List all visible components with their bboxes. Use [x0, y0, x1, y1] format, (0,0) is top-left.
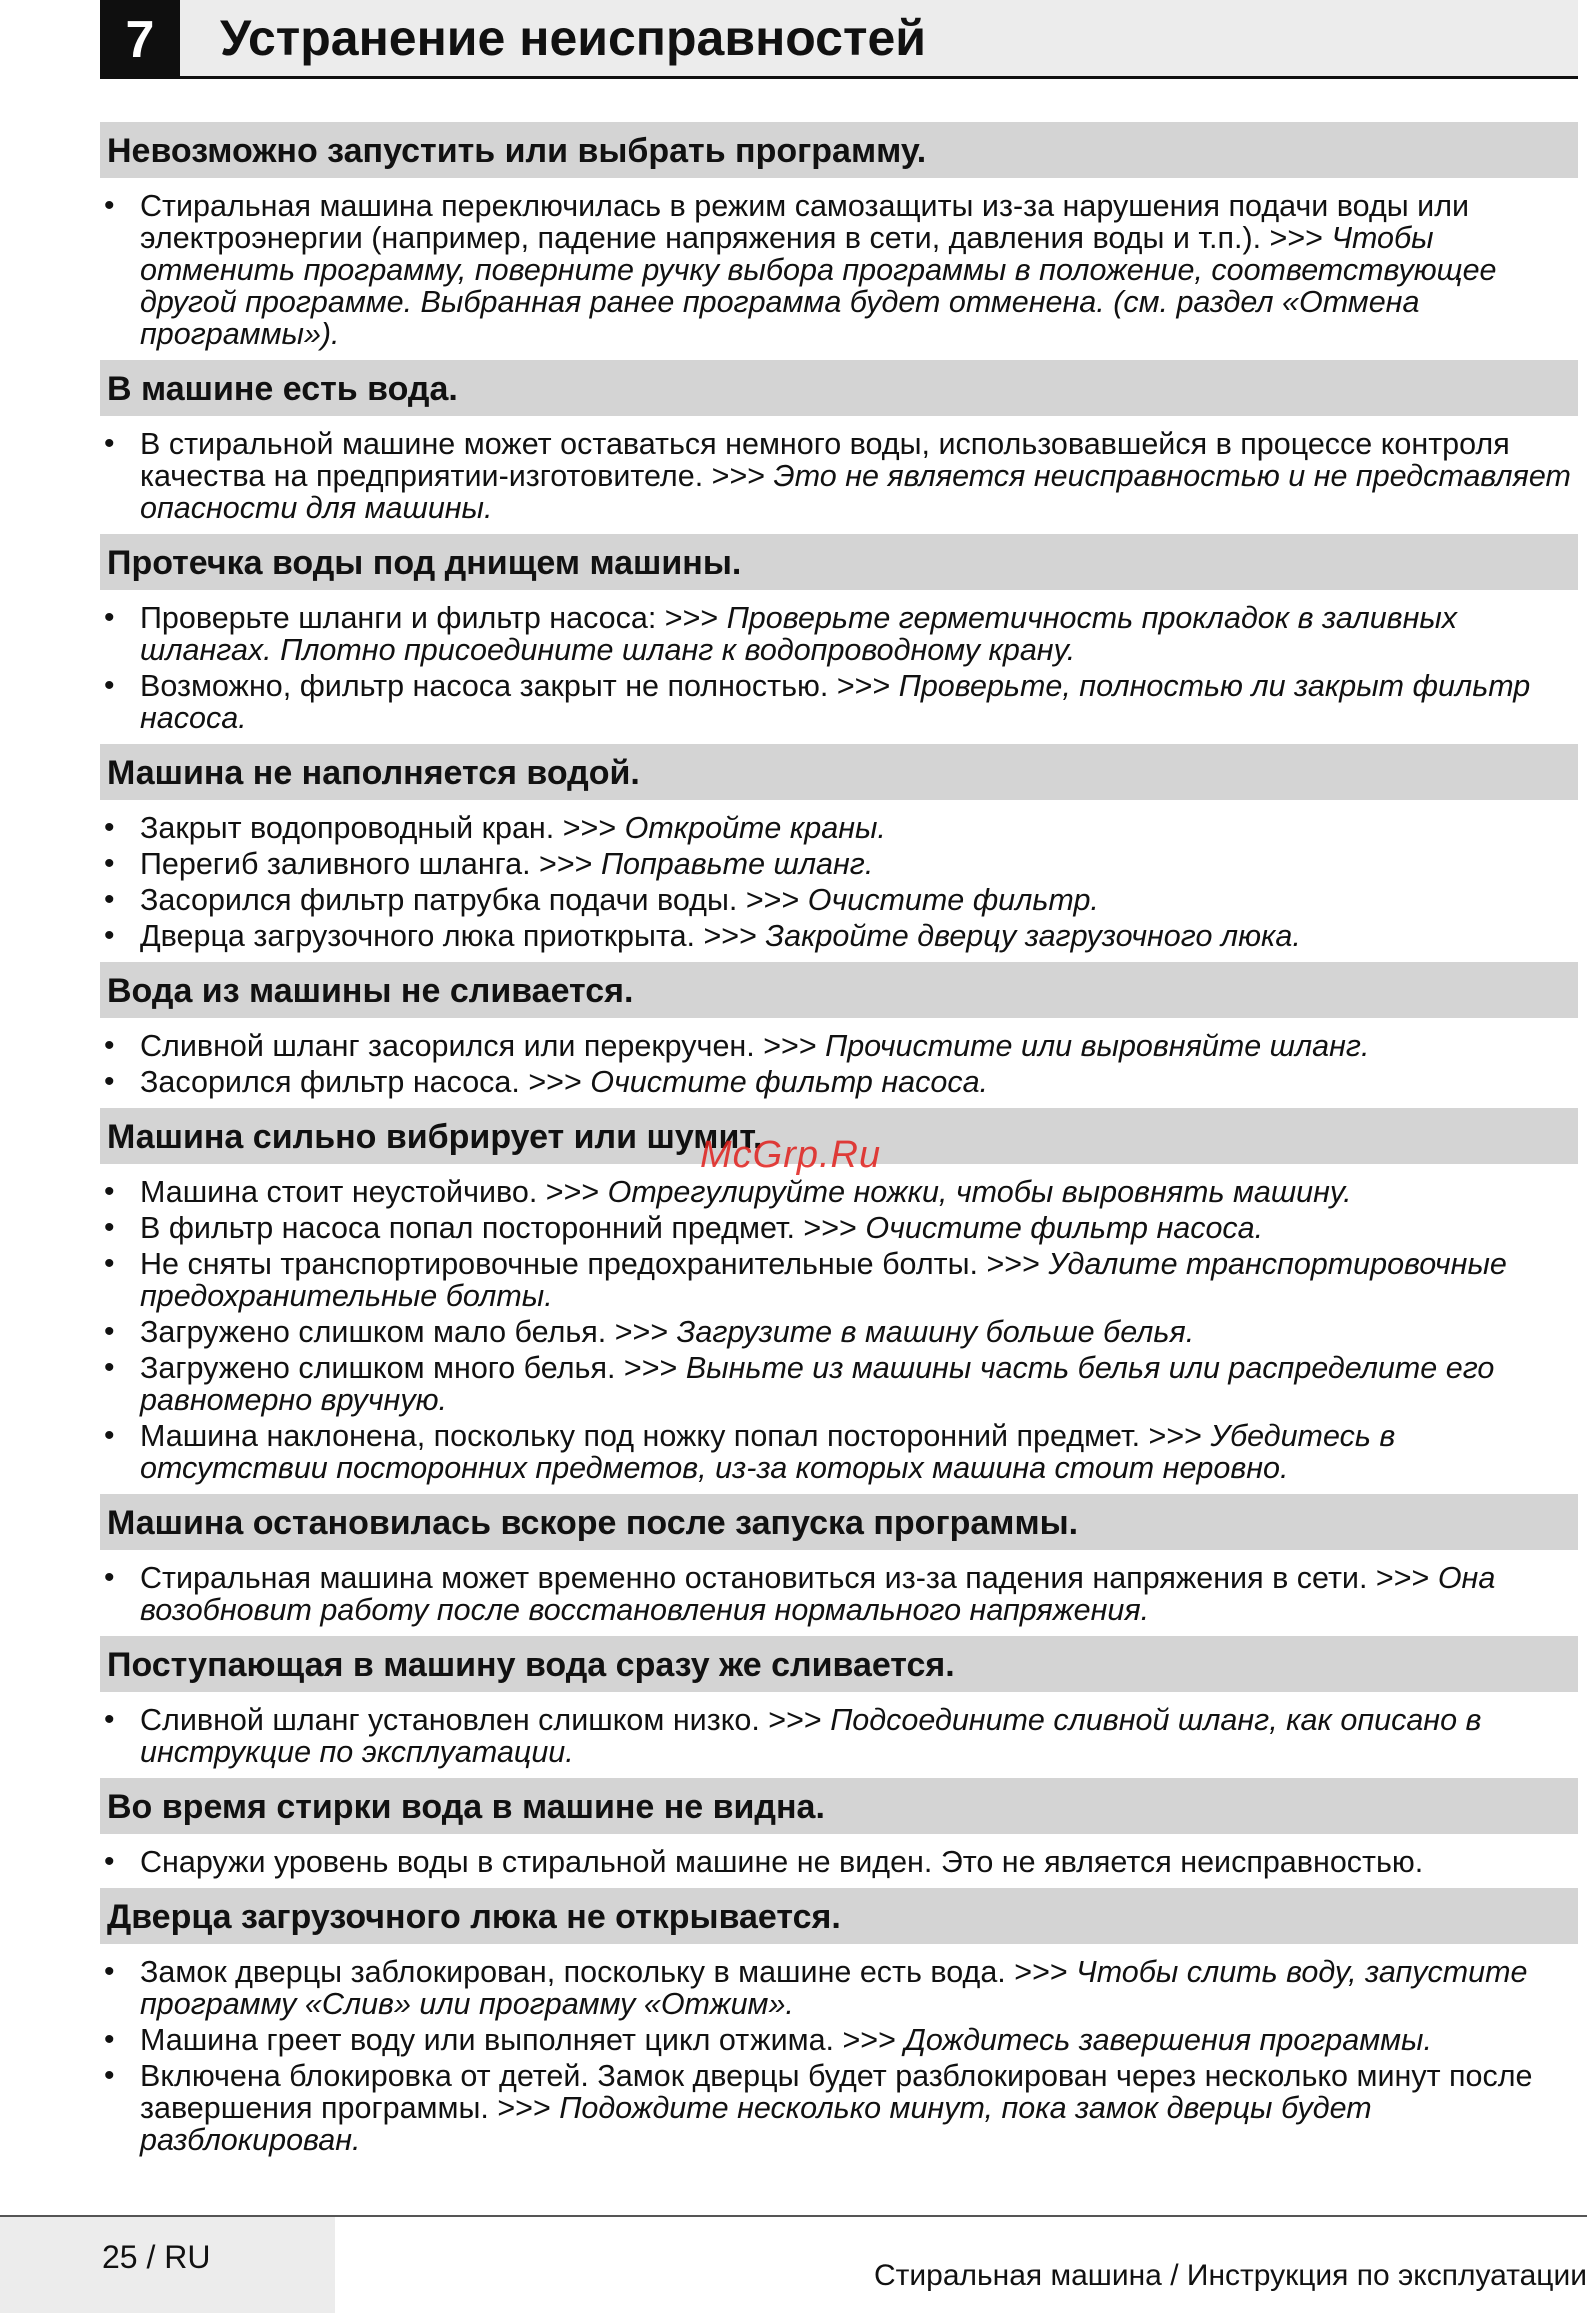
item-remedy: Это не является неисправностью и не представляет опасности для машины. [140, 459, 1571, 525]
section-heading: Вода из машины не сливается. [100, 960, 1578, 1018]
footer-document-title: Стиральная машина / Инструкция по эксплуатации [873, 2259, 1587, 2292]
item-remedy: Удалите транспортировочные предохранительные болты. [140, 1247, 1507, 1313]
list-item [100, 884, 1578, 916]
page-footer [0, 2215, 1587, 2313]
bullet-icon: • [104, 601, 115, 634]
list-item [100, 812, 1578, 844]
item-cause: Дверца загрузочного люка приоткрыта. >>> [140, 919, 766, 953]
section-heading: Поступающая в машину вода сразу же сливается. [100, 1634, 1578, 1692]
item-cause: Перегиб заливного шланга. >>> [140, 847, 601, 881]
item-remedy: Очистите фильтр насоса. [590, 1065, 989, 1099]
section-heading: В машине есть вода. [100, 358, 1578, 416]
footer-page-box [0, 2217, 335, 2313]
item-remedy: Выньте из машины часть белья или распределите его равномерно вручную. [140, 1351, 1495, 1417]
item-cause: Сливной шланг засорился или перекручен. >>> [140, 1029, 826, 1063]
bullet-icon: • [104, 883, 115, 916]
item-remedy: Чтобы отменить программу, поверните ручку выбора программы в положение, соответствующее другой программе. Выбранная ранее программа будет отменена. (см. раздел «Отмена программы»). [140, 221, 1497, 351]
list-item [100, 1030, 1578, 1062]
item-cause: Машина стоит неустойчиво. >>> [140, 1175, 608, 1209]
bullet-icon: • [104, 1419, 115, 1452]
section-list [100, 1018, 1578, 1106]
bullet-icon: • [104, 2023, 115, 2056]
item-cause: Проверьте шланги и фильтр насоса: >>> [140, 601, 727, 635]
item-cause: Машина греет воду или выполняет цикл отжима. >>> [140, 2023, 905, 2057]
section-heading: Во время стирки вода в машине не видна. [100, 1776, 1578, 1834]
list-item [100, 1420, 1578, 1484]
item-remedy: Проверьте герметичность прокладок в заливных шлангах. Плотно присоедините шланг к водопроводному крану. [140, 601, 1458, 667]
page-number: 25 / RU [102, 2239, 211, 2275]
item-cause: Замок дверцы заблокирован, поскольку в машине есть вода. >>> [140, 1955, 1077, 1989]
item-remedy: Чтобы слить воду, запустите программу «Слив» или программу «Отжим». [140, 1955, 1528, 2021]
list-item [100, 670, 1578, 734]
item-cause: В стиральной машине может оставаться немного воды, использовавшейся в процессе контроля качества на предприятии-изготовителе. >>> [140, 427, 1510, 493]
section-list [100, 1164, 1578, 1492]
list-item [100, 920, 1578, 952]
item-cause: Загружено слишком много белья. >>> [140, 1351, 686, 1385]
item-remedy: Проверьте, полностью ли закрыт фильтр насоса. [140, 669, 1531, 735]
section-heading: Машина остановилась вскоре после запуска программы. [100, 1492, 1578, 1550]
item-cause: Загружено слишком мало белья. >>> [140, 1315, 677, 1349]
item-cause: Засорился фильтр патрубка подачи воды. >>> [140, 883, 808, 917]
bullet-icon: • [104, 427, 115, 460]
item-cause: Стиральная машина переключилась в режим самозащиты из-за нарушения подачи воды или электроэнергии (например, падение напряжения в сети, давления воды и т.п.). >>> [140, 189, 1470, 255]
item-cause: Не сняты транспортировочные предохранительные болты. >>> [140, 1247, 1049, 1281]
bullet-icon: • [104, 811, 115, 844]
item-remedy: Закройте дверцу загрузочного люка. [765, 919, 1301, 953]
list-item [100, 2024, 1578, 2056]
bullet-icon: • [104, 1845, 115, 1878]
section-list [100, 1692, 1578, 1776]
item-remedy: Очистите фильтр. [807, 883, 1099, 917]
list-item [100, 1212, 1578, 1244]
item-remedy: Откройте краны. [624, 811, 886, 845]
item-remedy: Поправьте шланг. [600, 847, 874, 881]
section-list [100, 800, 1578, 960]
watermark: McGrp.Ru [700, 1134, 882, 1176]
bullet-icon: • [104, 189, 115, 222]
item-cause: Машина наклонена, поскольку под ножку попал посторонний предмет. >>> [140, 1419, 1211, 1453]
section-heading: Машина сильно вибрирует или шумит. [100, 1106, 1578, 1164]
section-heading: Протечка воды под днищем машины. [100, 532, 1578, 590]
section-list [100, 1944, 1578, 2164]
bullet-icon: • [104, 1211, 115, 1244]
item-remedy: Дождитесь завершения программы. [904, 2023, 1432, 2057]
item-cause: Засорился фильтр насоса. >>> [140, 1065, 591, 1099]
chapter-number: 7 [100, 0, 180, 79]
section-heading: Невозможно запустить или выбрать программу. [100, 120, 1578, 178]
item-cause: Включена блокировка от детей. Замок дверцы будет разблокирован через несколько минут после завершения программы. >>> [140, 2059, 1533, 2125]
bullet-icon: • [104, 1175, 115, 1208]
list-item [100, 602, 1578, 666]
list-item [100, 2060, 1578, 2156]
bullet-icon: • [104, 1955, 115, 1988]
section-list [100, 178, 1578, 358]
bullet-icon: • [104, 1315, 115, 1348]
section-list [100, 590, 1578, 742]
item-remedy: Прочистите или выровняйте шланг. [825, 1029, 1370, 1063]
bullet-icon: • [104, 669, 115, 702]
item-remedy: Очистите фильтр насоса. [865, 1211, 1264, 1245]
list-item [100, 1956, 1578, 2020]
list-item [100, 1704, 1578, 1768]
list-item [100, 1562, 1578, 1626]
list-item [100, 428, 1578, 524]
section-list [100, 1834, 1578, 1886]
bullet-icon: • [104, 919, 115, 952]
item-remedy: Она возобновит работу после восстановления нормального напряжения. [140, 1561, 1496, 1627]
item-remedy: Подождите несколько минут, пока замок дверцы будет разблокирован. [140, 2091, 1372, 2157]
bullet-icon: • [104, 1247, 115, 1280]
bullet-icon: • [104, 1029, 115, 1062]
item-cause: Закрыт водопроводный кран. >>> [140, 811, 625, 845]
item-cause: В фильтр насоса попал посторонний предмет. >>> [140, 1211, 866, 1245]
bullet-icon: • [104, 847, 115, 880]
list-item [100, 1352, 1578, 1416]
item-cause: Снаружи уровень воды в стиральной машине не виден. Это не является неисправностью. [140, 1845, 1424, 1879]
bullet-icon: • [104, 1703, 115, 1736]
item-remedy: Загрузите в машину больше белья. [676, 1315, 1195, 1349]
list-item [100, 848, 1578, 880]
list-item [100, 1176, 1578, 1208]
bullet-icon: • [104, 1065, 115, 1098]
list-item [100, 1846, 1578, 1878]
item-remedy: Подсоедините сливной шланг, как описано в инструкцие по эксплуатации. [140, 1703, 1482, 1769]
chapter-header [100, 0, 1578, 79]
list-item [100, 1248, 1578, 1312]
list-item [100, 1066, 1578, 1098]
chapter-title: Устранение неисправностей [220, 10, 927, 66]
item-remedy: Отрегулируйте ножки, чтобы выровнять машину. [607, 1175, 1352, 1209]
item-cause: Стиральная машина может временно остановиться из-за падения напряжения в сети. >>> [140, 1561, 1438, 1595]
bullet-icon: • [104, 1561, 115, 1594]
item-cause: Сливной шланг установлен слишком низко. >>> [140, 1703, 831, 1737]
list-item [100, 1316, 1578, 1348]
list-item [100, 190, 1578, 350]
item-cause: Возможно, фильтр насоса закрыт не полностью. >>> [140, 669, 899, 703]
bullet-icon: • [104, 2059, 115, 2092]
section-list [100, 1550, 1578, 1634]
section-list [100, 416, 1578, 532]
item-remedy: Убедитесь в отсутствии посторонних предметов, из-за которых машина стоит неровно. [140, 1419, 1396, 1485]
bullet-icon: • [104, 1351, 115, 1384]
section-heading: Дверца загрузочного люка не открывается. [100, 1886, 1578, 1944]
section-heading: Машина не наполняется водой. [100, 742, 1578, 800]
